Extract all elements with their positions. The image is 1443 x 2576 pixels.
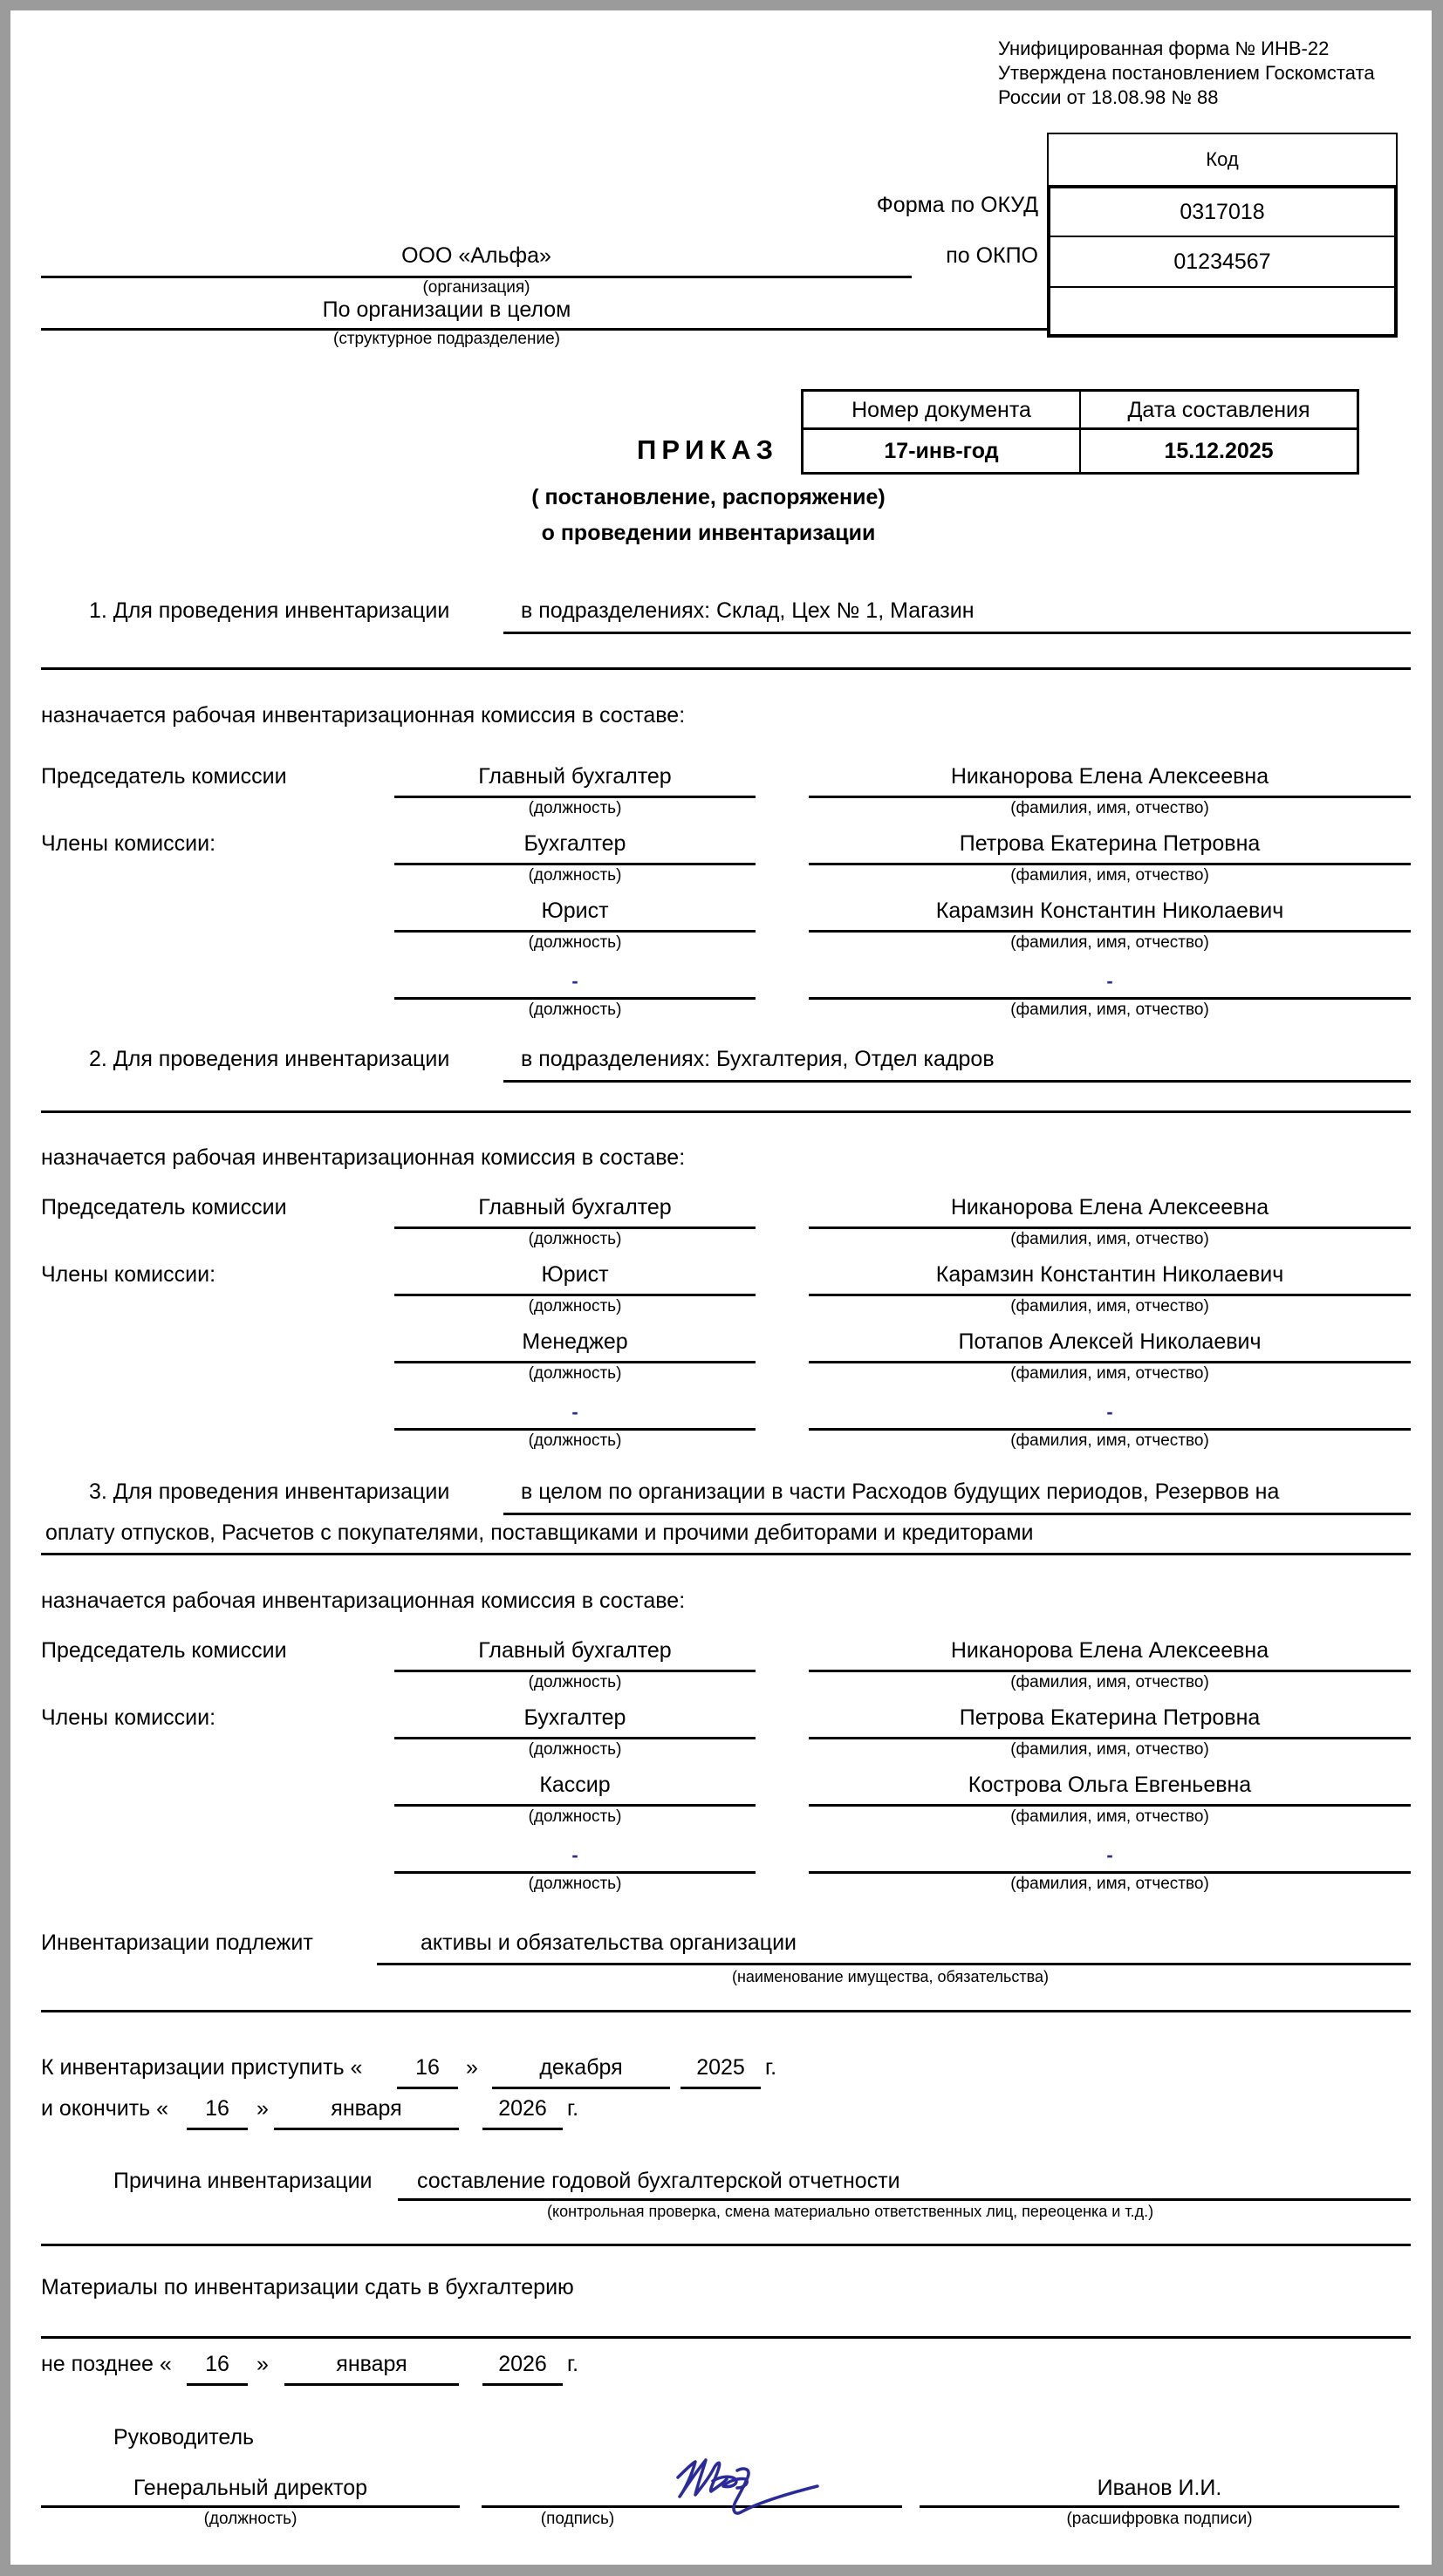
year-suffix: г. (567, 2352, 579, 2376)
section-1-member-3-position: - (571, 970, 578, 992)
fio-caption: (фамилия, имя, отчество) (1010, 1673, 1209, 1691)
section-1-chair-position: Главный бухгалтер (478, 764, 672, 789)
section-2-members-label: Члены комиссии: (41, 1262, 216, 1287)
field-line (809, 1737, 1411, 1739)
field-line (809, 863, 1411, 865)
reason-caption: (контрольная проверка, смена материально ответственных лиц, переоценка и т.д.) (547, 2203, 1154, 2220)
signature-caption: (подпись) (540, 2510, 615, 2528)
position-caption: (должность) (528, 1001, 622, 1019)
organization-caption: (организация) (422, 278, 530, 297)
field-line (809, 1804, 1411, 1807)
section-3-members-label: Члены комиссии: (41, 1705, 216, 1730)
field-line (394, 930, 756, 933)
section-1-scope: в подразделениях: Склад, Цех № 1, Магазин (521, 598, 975, 623)
reason-label: Причина инвентаризации (113, 2169, 373, 2193)
position-caption: (должность) (528, 1740, 622, 1759)
field-line (809, 1294, 1411, 1296)
subject-value: активы и обязательства организации (421, 1930, 797, 1955)
section-3-chair-name: Никанорова Елена Алексеевна (950, 1638, 1269, 1663)
quote-close: » (256, 2096, 269, 2121)
position-caption: (должность) (528, 1431, 622, 1450)
deadline-label: не позднее « (41, 2352, 172, 2376)
year-suffix: г. (765, 2055, 777, 2080)
reason-line-2 (41, 2244, 1411, 2246)
field-line (394, 1804, 756, 1807)
end-day: 16 (205, 2096, 229, 2121)
field-line (41, 2505, 460, 2508)
name-caption: (расшифровка подписи) (1066, 2510, 1253, 2528)
field-line (492, 2087, 670, 2089)
section-2-member-2-name: Потапов Алексей Николаевич (958, 1329, 1262, 1354)
section-2-lead: 2. Для проведения инвентаризации (89, 1047, 450, 1071)
section-1-scope-line-2 (41, 667, 1411, 670)
section-2-member-1-name: Карамзин Константин Николаевич (935, 1262, 1284, 1287)
section-1-member-1-position: Бухгалтер (523, 831, 626, 856)
end-year: 2026 (498, 2096, 547, 2121)
section-2-assigned: назначается рабочая инвентаризационная комиссия в составе: (41, 1145, 686, 1170)
section-1-member-1-name: Петрова Екатерина Петровна (959, 831, 1261, 856)
head-position: Генеральный директор (133, 2476, 368, 2500)
deadline-year: 2026 (498, 2352, 547, 2376)
section-2-member-1-position: Юрист (541, 1262, 609, 1287)
fio-caption: (фамилия, имя, отчество) (1010, 1001, 1209, 1019)
field-line (482, 2383, 563, 2386)
field-line (809, 1871, 1411, 1874)
field-line (394, 1361, 756, 1363)
section-1-member-2-position: Юрист (541, 899, 609, 923)
document-page (10, 10, 1432, 2565)
field-line (394, 1294, 756, 1296)
end-label: и окончить « (41, 2096, 169, 2121)
section-1-chair-label: Председатель комиссии (41, 764, 287, 789)
reason-line (398, 2198, 1411, 2201)
section-3-member-2-position: Кассир (539, 1773, 611, 1797)
fio-caption: (фамилия, имя, отчество) (1010, 1297, 1209, 1315)
section-2-member-3-name: - (1106, 1401, 1113, 1423)
section-2-scope-line (503, 1080, 1411, 1083)
code-header-cell (1047, 133, 1398, 187)
start-month: декабря (539, 2055, 623, 2080)
section-3-scope-line-2 (41, 1553, 1411, 1555)
section-2-chair-name: Никанорова Елена Алексеевна (950, 1195, 1269, 1220)
end-month: января (331, 2096, 402, 2121)
section-2-member-2-position: Менеджер (522, 1329, 628, 1354)
form-info-line: России от 18.08.98 № 88 (998, 86, 1219, 108)
section-2-chair-position: Главный бухгалтер (478, 1195, 672, 1220)
division-name: По организации в целом (322, 297, 571, 322)
code-table (1047, 185, 1398, 338)
section-3-member-1-name: Петрова Екатерина Петровна (959, 1705, 1261, 1730)
field-line (274, 2128, 459, 2130)
field-line (680, 2087, 761, 2089)
section-2-scope-line-2 (41, 1110, 1411, 1113)
field-line (809, 1428, 1411, 1431)
okud-code: 0317018 (1050, 188, 1394, 237)
subject-caption-text: (наименование имущества, обязательства) (731, 1968, 1050, 1985)
field-line (809, 1670, 1411, 1672)
field-line (920, 2505, 1399, 2508)
field-line (394, 796, 756, 798)
position-caption: (должность) (528, 1807, 622, 1826)
field-line (394, 1871, 756, 1874)
position-caption: (должность) (528, 799, 622, 817)
subject-line (377, 1963, 1411, 1965)
field-line (394, 1670, 756, 1672)
subject-label: Инвентаризации подлежит (41, 1930, 313, 1955)
fio-caption: (фамилия, имя, отчество) (1010, 1807, 1209, 1826)
field-line (187, 2383, 248, 2386)
fio-caption: (фамилия, имя, отчество) (1010, 1230, 1209, 1248)
reason-value: составление годовой бухгалтерской отчетности (417, 2169, 900, 2193)
subject-caption (377, 1967, 1411, 1986)
field-line (809, 930, 1411, 933)
section-3-member-2-name: Кострова Ольга Евгеньевна (968, 1773, 1252, 1797)
section-3-lead: 3. Для проведения инвентаризации (89, 1479, 450, 1504)
section-3-member-3-name: - (1106, 1844, 1113, 1866)
section-1-member-3-name: - (1106, 970, 1113, 992)
field-line (482, 2128, 563, 2130)
organization-name: ООО «Альфа» (401, 243, 551, 268)
section-3-member-3-position: - (571, 1844, 578, 1866)
fio-caption: (фамилия, имя, отчество) (1010, 1364, 1209, 1383)
section-3-member-1-position: Бухгалтер (523, 1705, 626, 1730)
fio-caption: (фамилия, имя, отчество) (1010, 933, 1209, 952)
section-2-chair-label: Председатель комиссии (41, 1195, 287, 1220)
division-caption: (структурное подразделение) (333, 330, 560, 348)
field-line (397, 2087, 458, 2089)
fio-caption: (фамилия, имя, отчество) (1010, 1875, 1209, 1893)
section-1-lead: 1. Для проведения инвентаризации (89, 598, 450, 623)
field-line (394, 1428, 756, 1431)
position-caption: (должность) (528, 1364, 622, 1383)
subject-line-2 (41, 2010, 1411, 2012)
section-3-scope-line (503, 1513, 1411, 1515)
document-subtitle-2: о проведении инвентаризации (541, 521, 876, 545)
doc-date-value: 15.12.2025 (1164, 439, 1274, 463)
doc-number-table (801, 389, 1359, 475)
submit-label: Материалы по инвентаризации сдать в бухгалтерию (41, 2275, 574, 2299)
section-3-scope-2: оплату отпусков, Расчетов с покупателями, поставщиками и прочими дебиторами и кредиторами (45, 1520, 1034, 1545)
okud-label: Форма по ОКУД (876, 193, 1038, 217)
field-line (394, 997, 756, 1000)
signature-icon (660, 2444, 861, 2523)
section-2-scope: в подразделениях: Бухгалтерия, Отдел кадров (521, 1047, 995, 1071)
form-info-line: Унифицированная форма № ИНВ-22 (998, 38, 1330, 59)
document-subtitle-1: ( постановление, распоряжение) (531, 485, 886, 509)
fio-caption: (фамилия, имя, отчество) (1010, 799, 1209, 817)
field-line (394, 1227, 756, 1229)
extra-code (1050, 288, 1394, 334)
field-line (809, 796, 1411, 798)
doc-number-value: 17-инв-год (804, 430, 1081, 472)
field-line (809, 997, 1411, 1000)
position-caption: (должность) (203, 2510, 297, 2528)
quote-close: » (466, 2055, 478, 2080)
field-line (284, 2383, 459, 2386)
start-day: 16 (415, 2055, 440, 2080)
section-1-chair-name: Никанорова Елена Алексеевна (950, 764, 1269, 789)
doc-date-header: Дата составления (1081, 392, 1357, 430)
position-caption: (должность) (528, 866, 622, 885)
section-1-member-2-name: Карамзин Константин Николаевич (935, 899, 1284, 923)
position-caption: (должность) (528, 1875, 622, 1893)
start-label: К инвентаризации приступить « (41, 2055, 363, 2080)
position-caption: (должность) (528, 1297, 622, 1315)
start-year: 2025 (696, 2055, 745, 2080)
field-line (809, 1361, 1411, 1363)
section-1-members-label: Члены комиссии: (41, 831, 216, 856)
field-line (394, 863, 756, 865)
fio-caption: (фамилия, имя, отчество) (1010, 866, 1209, 885)
document-title: ПРИКАЗ (637, 434, 778, 465)
deadline-day: 16 (205, 2352, 229, 2376)
head-name: Иванов И.И. (1097, 2476, 1222, 2500)
field-line (809, 1227, 1411, 1229)
section-1-assigned: назначается рабочая инвентаризационная комиссия в составе: (41, 703, 686, 728)
year-suffix: г. (567, 2096, 579, 2121)
okpo-label: по ОКПО (946, 243, 1038, 268)
field-line (394, 1737, 756, 1739)
head-label: Руководитель (113, 2425, 255, 2450)
okpo-code: 01234567 (1050, 237, 1394, 288)
code-header: Код (1206, 148, 1239, 170)
doc-number-header: Номер документа (804, 392, 1081, 430)
fio-caption: (фамилия, имя, отчество) (1010, 1431, 1209, 1450)
section-1-scope-line (503, 632, 1411, 634)
quote-close: » (256, 2352, 269, 2376)
position-caption: (должность) (528, 1230, 622, 1248)
section-3-scope: в целом по организации в части Расходов будущих периодов, Резервов на (521, 1479, 1280, 1504)
section-3-assigned: назначается рабочая инвентаризационная комиссия в составе: (41, 1589, 686, 1613)
position-caption: (должность) (528, 1673, 622, 1691)
section-3-chair-position: Главный бухгалтер (478, 1638, 672, 1663)
section-2-member-3-position: - (571, 1401, 578, 1423)
section-3-chair-label: Председатель комиссии (41, 1638, 287, 1663)
submit-line (41, 2336, 1411, 2339)
form-info-line: Утверждена постановлением Госкомстата (998, 62, 1375, 84)
position-caption: (должность) (528, 933, 622, 952)
fio-caption: (фамилия, имя, отчество) (1010, 1740, 1209, 1759)
form-info (998, 37, 1375, 110)
field-line (187, 2128, 248, 2130)
deadline-month: января (336, 2352, 407, 2376)
